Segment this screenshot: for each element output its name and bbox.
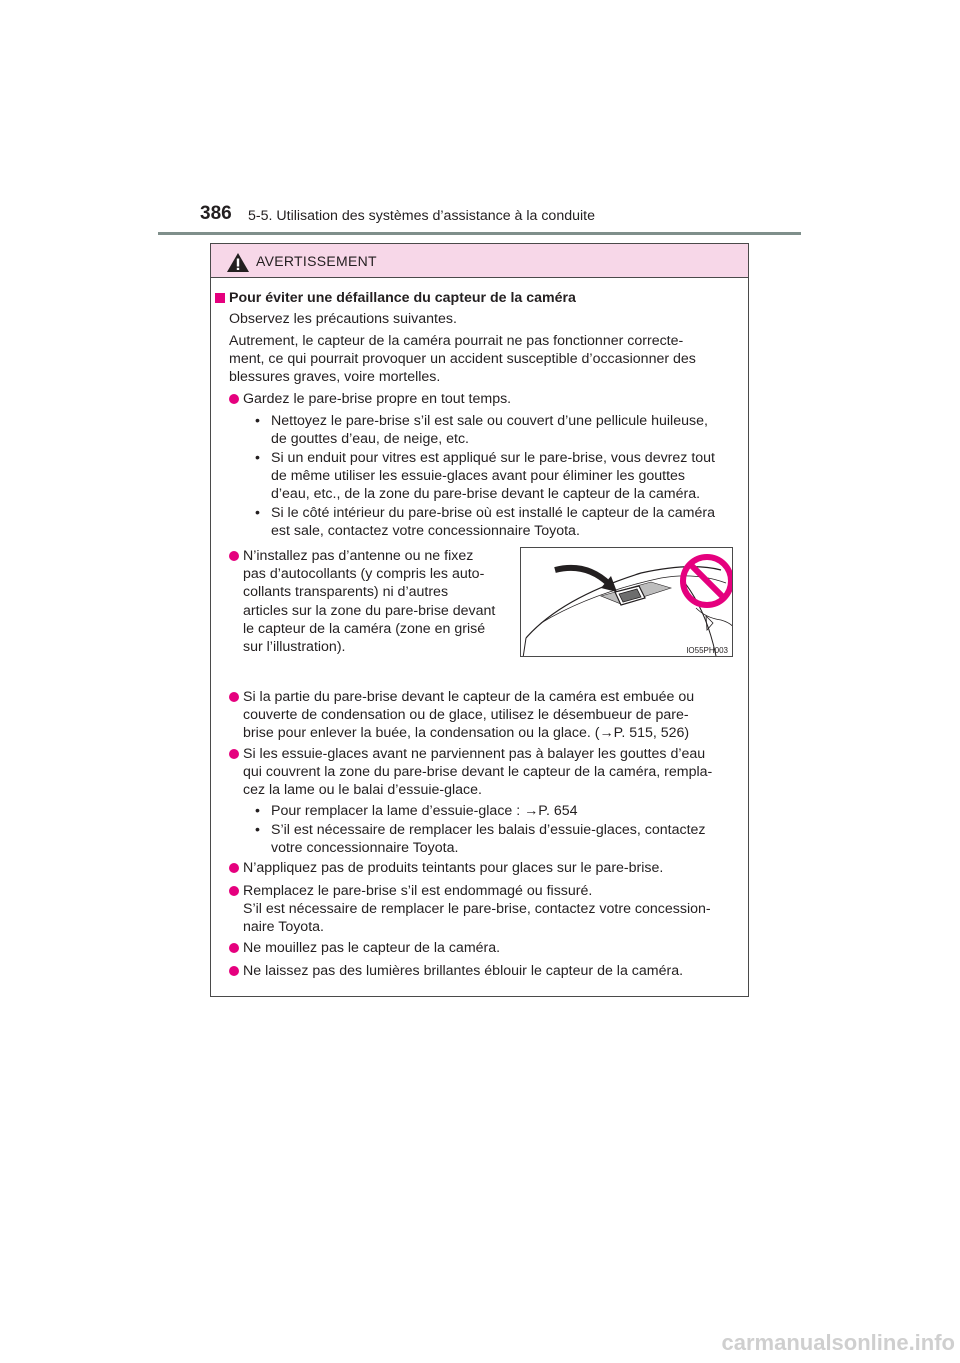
text-line: Si les essuie-glaces avant ne parviennent pas à balayer les gouttes d’eau bbox=[243, 746, 706, 762]
text-line: S’il est nécessaire de remplacer les balais d’essuie-glaces, contactez bbox=[271, 822, 706, 838]
list-item bbox=[243, 882, 740, 937]
text-line: sur l’illustration). bbox=[243, 639, 346, 656]
sub-bullet-marker: • bbox=[255, 450, 260, 466]
list-item: Ne laissez pas des lumières brillantes éblouir le capteur de la caméra. bbox=[243, 963, 684, 979]
warning-title: AVERTISSEMENT bbox=[256, 253, 377, 269]
round-bullet-icon bbox=[229, 943, 239, 953]
round-bullet-icon bbox=[229, 863, 239, 873]
page-header bbox=[0, 0, 960, 240]
text-line: Si la partie du pare-brise devant le capteur de la caméra est embuée ou bbox=[243, 689, 695, 705]
text-line: naire Toyota. bbox=[243, 919, 324, 936]
windshield-drawing bbox=[521, 548, 733, 657]
list-item bbox=[243, 745, 740, 800]
text-line: Remplacez le pare-brise s’il est endommagé ou fissuré. bbox=[243, 883, 593, 899]
text-line: cez la lame ou le balai d’essuie-glace. bbox=[243, 782, 482, 799]
text-line: votre concessionnaire Toyota. bbox=[271, 840, 459, 857]
text-line: N’installez pas d’antenne ou ne fixez bbox=[243, 548, 474, 564]
sub-list-item bbox=[271, 449, 740, 504]
round-bullet-icon bbox=[229, 886, 239, 896]
sub-bullet-marker: • bbox=[255, 803, 260, 819]
text-line: articles sur la zone du pare-brise devant bbox=[243, 602, 496, 619]
text-line: couverte de condensation ou de glace, utilisez le désembueur de pare- bbox=[243, 707, 689, 724]
round-bullet-icon bbox=[229, 749, 239, 759]
text-line: blessures graves, voire mortelles. bbox=[229, 369, 441, 386]
text-line: de gouttes d’eau, de neige, etc. bbox=[271, 431, 469, 448]
round-bullet-icon bbox=[229, 692, 239, 702]
list-item: Gardez le pare-brise propre en tout temps. bbox=[243, 391, 512, 407]
sub-list-item bbox=[271, 821, 740, 857]
watermark-logo bbox=[0, 1328, 960, 1358]
footer-watermark bbox=[0, 1328, 960, 1358]
illustration-code: IO55PH003 bbox=[686, 646, 728, 655]
section-title: 5-5. Utilisation des systèmes d’assistance à la conduite bbox=[248, 208, 595, 224]
sub-bullet-marker: • bbox=[255, 413, 260, 429]
intro-text: Observez les précautions suivantes. bbox=[229, 311, 457, 327]
text-line: brise pour enlever la buée, la condensation ou la glace. (→P. 515, 526) bbox=[243, 725, 690, 742]
text-line: d’eau, etc., de la zone du pare-brise devant le capteur de la caméra. bbox=[271, 486, 701, 503]
sub-list-item: Pour remplacer la lame d’essuie-glace : →P. 654 bbox=[271, 803, 578, 819]
text-line: le capteur de la caméra (zone en grisé bbox=[243, 620, 486, 637]
text-line: Nettoyez le pare-brise s’il est sale ou couvert d’une pellicule huileuse, bbox=[271, 413, 708, 429]
round-bullet-icon bbox=[229, 551, 239, 561]
round-bullet-icon bbox=[229, 394, 239, 404]
warning-heading: Pour éviter une défaillance du capteur de la caméra bbox=[229, 290, 576, 306]
text-line: pas d’autocollants (y compris les auto- bbox=[243, 566, 485, 583]
sub-bullet-marker: • bbox=[255, 822, 260, 838]
text-line: ment, ce qui pourrait provoquer un accident susceptible d’occasionner des bbox=[229, 351, 696, 368]
text-line: S’il est nécessaire de remplacer le pare-brise, contactez votre concession- bbox=[243, 901, 711, 918]
list-item bbox=[243, 688, 740, 743]
list-item bbox=[243, 547, 513, 656]
intro-paragraph bbox=[229, 332, 740, 387]
list-item: N’appliquez pas de produits teintants pour glaces sur le pare-brise. bbox=[243, 860, 664, 876]
text-line: Si le côté intérieur du pare-brise où est installé le capteur de la caméra bbox=[271, 505, 715, 521]
square-bullet-icon bbox=[215, 293, 225, 303]
round-bullet-icon bbox=[229, 966, 239, 976]
text-line: de même utiliser les essuie-glaces avant pour éliminer les gouttes bbox=[271, 468, 686, 485]
warning-triangle-icon bbox=[227, 253, 249, 272]
text-line: collants transparents) ni d’autres bbox=[243, 584, 449, 601]
warning-header bbox=[211, 244, 748, 278]
sub-list-item bbox=[271, 412, 740, 448]
svg-text:carmanualsonline.info: carmanualsonline.info bbox=[721, 1330, 955, 1355]
page-number: 386 bbox=[200, 203, 232, 224]
sub-list-item bbox=[271, 504, 740, 540]
text-line: qui couvrent la zone du pare-brise devant le capteur de la caméra, rempla- bbox=[243, 764, 713, 781]
sub-bullet-marker: • bbox=[255, 505, 260, 521]
windshield-camera-illustration bbox=[520, 547, 733, 657]
list-item: Ne mouillez pas le capteur de la caméra. bbox=[243, 940, 501, 956]
text-line: Autrement, le capteur de la caméra pourrait ne pas fonctionner correcte- bbox=[229, 333, 684, 349]
text-line: est sale, contactez votre concessionnaire Toyota. bbox=[271, 523, 580, 540]
text-line: Si un enduit pour vitres est appliqué sur le pare-brise, vous devrez tout bbox=[271, 450, 715, 466]
header-rule bbox=[158, 232, 801, 235]
